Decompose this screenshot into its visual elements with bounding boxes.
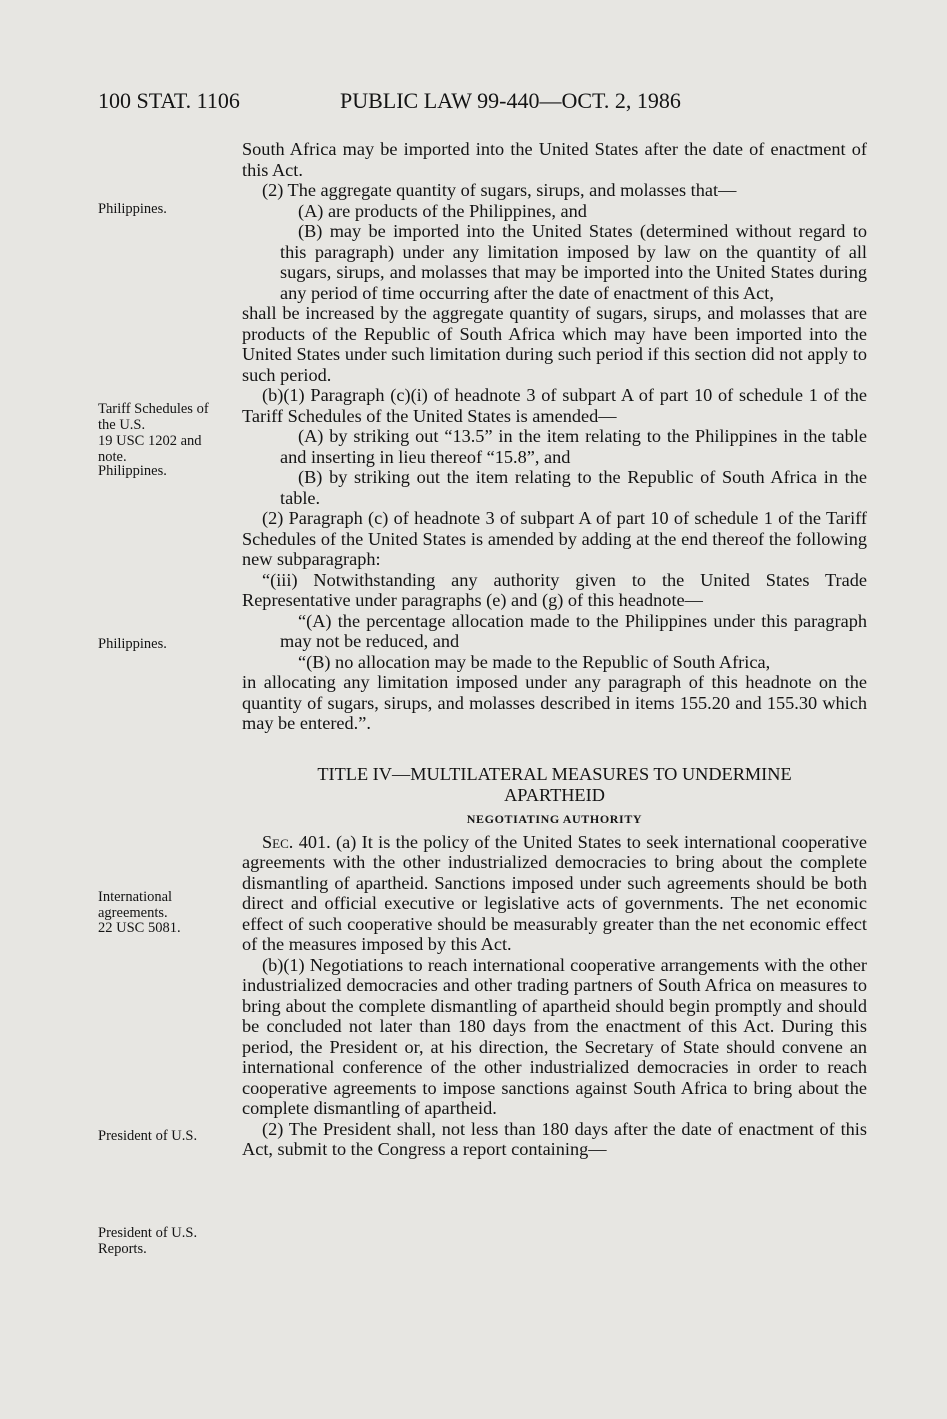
margin-note-usc-citation: 19 USC 1202 and note. xyxy=(98,433,202,465)
body-text xyxy=(242,139,867,1160)
margin-note-philippines: Philippines. xyxy=(98,463,167,479)
margin-note-usc-citation: 22 USC 5081. xyxy=(98,920,181,936)
title-line: TITLE IV—MULTILATERAL MEASURES TO UNDERMINE xyxy=(317,763,792,784)
paragraph: (2) The aggregate quantity of sugars, sirups, and molasses that— xyxy=(262,180,737,200)
margin-note-reports: Reports. xyxy=(98,1241,147,1257)
quoted-subparagraph: “(iii) Notwithstanding any authority given to the United States Trade Representative under paragraphs (e) and (g) of this headnote— xyxy=(242,569,867,610)
paragraph: in allocating any limitation imposed under any paragraph of this headnote on the quantity of sugars, sirups, and molasses described in items 155.20 and 155.30 which may be entered.”. xyxy=(242,672,867,733)
subparagraph xyxy=(242,221,867,303)
subparagraph: (B) by striking out the item relating to the Republic of South Africa in the table. xyxy=(280,467,867,508)
margin-note-tariff-schedules: Tariff Schedules of the U.S. xyxy=(98,401,209,433)
subparagraph: (A) by striking out “13.5” in the item relating to the Philippines in the table and inserting in lieu thereof “15.8”, and xyxy=(280,426,867,467)
section-401 xyxy=(242,832,867,955)
paragraph: South Africa may be imported into the United States after the date of enactment of this Act. xyxy=(242,139,867,180)
margin-note-philippines: Philippines. xyxy=(98,201,167,217)
margin-note-international-agreements: International agreements. xyxy=(98,889,173,921)
statute-page-number: 100 STAT. 1106 xyxy=(98,88,240,113)
margin-note-president: President of U.S. xyxy=(98,1128,198,1144)
margin-note-philippines: Philippines. xyxy=(98,636,167,652)
section-label: Sec. xyxy=(262,831,294,852)
public-law-heading: PUBLIC LAW 99-440—OCT. 2, 1986 xyxy=(340,88,681,113)
paragraph: (b)(1) Paragraph (c)(i) of headnote 3 of subpart A of part 10 of schedule 1 of the Tariff Schedules of the United States is amended— xyxy=(242,385,867,426)
paragraph: (2) The President shall, not less than 180 days after the date of enactment of this Act, submit to the Congress a report containing— xyxy=(242,1118,867,1159)
quoted-subparagraph: “(A) the percentage allocation made to the Philippines under this paragraph may not be reduced, and xyxy=(280,610,867,651)
section-text: 401. (a) It is the policy of the United States to seek international cooperative agreements with the other industrialized democracies to bring about the complete dismantling of apartheid. Sanctions imposed under such agreements should be both direct and official executive or legislative acts of governments. The net economic effect of such cooperative should be measurably greater than the net economic effect of the measures imposed by this Act. xyxy=(242,831,867,954)
quoted-subparagraph: “(B) no allocation may be made to the Republic of South Africa, xyxy=(298,651,771,672)
paragraph: (b)(1) Negotiations to reach international cooperative arrangements with the other industrialized democracies and other trading partners of South Africa on measures to bring about the complete dismantling of apartheid should begin promptly and should be concluded not later than 180 days from the enactment of this Act. During this period, the President or, at his direction, the Secretary of State should convene an international conference of the other industrialized democracies in order to reach cooperative agreements to impose sanctions against South Africa to bring about the complete dismantling of apartheid. xyxy=(242,954,867,1118)
paragraph: shall be increased by the aggregate quantity of sugars, sirups, and molasses that are products of the Republic of South Africa which may have been imported into the United States under such limitation during such period if this section did not apply to such period. xyxy=(242,303,867,385)
subparagraph-text: (B) may be imported into the United States (determined without regard to this paragraph) under any limitation imposed by law on the quantity of all sugars, sirups, and molasses that may be imported into the United States during any period of time occurring after the date of enactment of this Act, xyxy=(280,221,867,303)
section-subheading: NEGOTIATING AUTHORITY xyxy=(466,811,643,826)
title-heading xyxy=(242,764,867,806)
paragraph: (2) Paragraph (c) of headnote 3 of subpart A of part 10 of schedule 1 of the Tariff Schedules of the United States is amended by adding at the end thereof the following new subparagraph: xyxy=(242,508,867,569)
margin-note-president: President of U.S. xyxy=(98,1225,198,1241)
subparagraph: (A) are products of the Philippines, and xyxy=(298,200,587,221)
title-line: APARTHEID xyxy=(504,784,605,805)
